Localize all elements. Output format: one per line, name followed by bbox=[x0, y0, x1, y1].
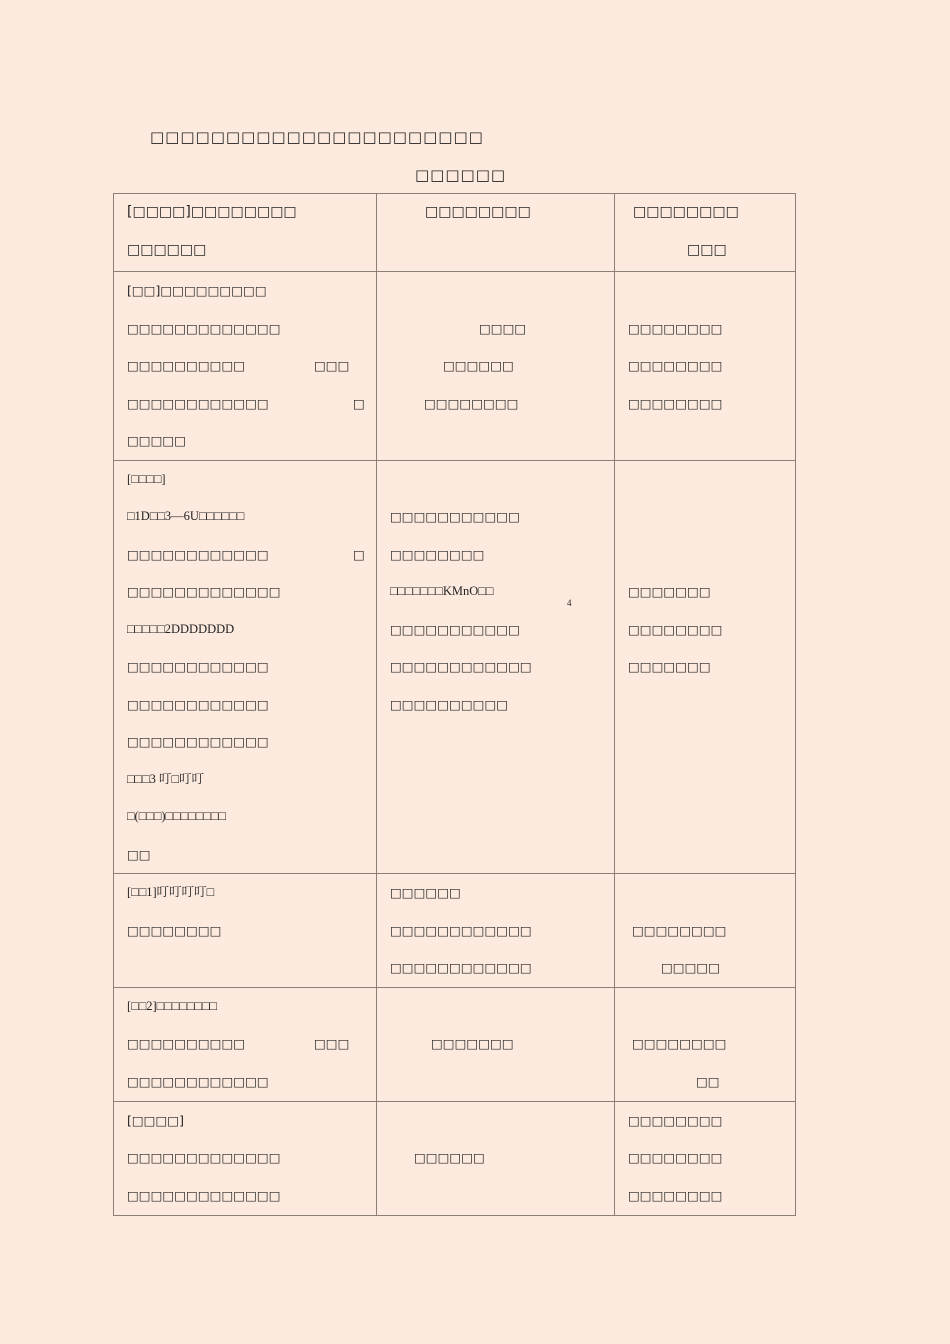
row1-c1-text: □□□□□□□□□□ bbox=[127, 358, 246, 373]
row4-c1-tail: □□□ bbox=[314, 1036, 350, 1051]
row2-c2-line: □□□□□□□□□□ bbox=[390, 696, 509, 712]
row2-c3-line bbox=[615, 536, 795, 574]
row2-c2-text: □□□□□□□KMnO□□ bbox=[390, 584, 494, 598]
row2-cell-1 bbox=[114, 460, 377, 874]
row2-cell-2 bbox=[377, 460, 615, 874]
row5-c1-line: □□□□□□□□□□□□□ bbox=[127, 1187, 281, 1203]
row2-cell-3 bbox=[615, 460, 796, 874]
row1-c2-line: □□□□□□□□ bbox=[424, 395, 519, 411]
table-row bbox=[114, 987, 796, 1101]
row5-c3-line: □□□□□□□□ bbox=[628, 1187, 723, 1203]
row1-c1-text: □□□□□□□□□□□□ bbox=[127, 395, 269, 411]
row5-c3-line: □□□□□□□□ bbox=[628, 1112, 723, 1128]
row2-c2-line bbox=[377, 573, 614, 611]
row4-cell-3 bbox=[615, 987, 796, 1101]
row5-c1-line: [□□□□] bbox=[127, 1112, 184, 1128]
row5-c1-line: □□□□□□□□□□□□□ bbox=[127, 1150, 281, 1165]
row2-c2-line bbox=[377, 461, 614, 499]
row3-c3-line bbox=[615, 874, 795, 912]
row1-cell-2 bbox=[377, 272, 615, 461]
row4-c1-line bbox=[114, 1025, 376, 1063]
row2-c2-line: □□□□□□□□□□□□ bbox=[390, 659, 532, 674]
row4-c3-line bbox=[615, 988, 795, 1026]
row2-c2-line: □□□□□□□□□□□ bbox=[390, 509, 520, 524]
row1-c1-line bbox=[114, 347, 376, 385]
table-row bbox=[114, 874, 796, 988]
row2-c1-line: □□□3 叮□叮叮 bbox=[127, 771, 205, 786]
row1-c3-line bbox=[615, 272, 795, 310]
row2-c3-line: □□□□□□□ bbox=[628, 584, 711, 599]
content-table bbox=[113, 193, 796, 1216]
row3-cell-2 bbox=[377, 874, 615, 988]
row2-c3-line bbox=[615, 498, 795, 536]
row4-c1-line: [□□2]□□□□□□□□ bbox=[127, 998, 218, 1013]
row1-c2-line bbox=[377, 272, 614, 310]
row3-cell-1 bbox=[114, 874, 377, 988]
row1-c3-line: □□□□□□□□ bbox=[628, 320, 723, 336]
row3-c2-line: □□□□□□□□□□□□ bbox=[390, 960, 532, 975]
row2-c1-line bbox=[114, 536, 376, 574]
row2-c1-line: □□□□□□□□□□□□ bbox=[127, 734, 269, 749]
header-cell-1 bbox=[114, 194, 377, 272]
row1-c1-line: □□□□□ bbox=[127, 433, 187, 448]
row1-c1-line: [□□]□□□□□□□□□ bbox=[127, 283, 267, 298]
subscript-4: 4 bbox=[567, 598, 572, 608]
row2-c1-tail: □ bbox=[353, 546, 365, 562]
table-row bbox=[114, 1101, 796, 1215]
row3-c3-line: □□□□□□□□ bbox=[632, 922, 727, 938]
header-cell-2 bbox=[377, 194, 615, 272]
row4-c3-line: □□□□□□□□ bbox=[632, 1036, 727, 1051]
row5-cell-3 bbox=[615, 1101, 796, 1215]
row1-c1-tail: □□□ bbox=[314, 358, 350, 373]
header-col3-line2: □□□ bbox=[687, 241, 727, 258]
row1-c3-line: □□□□□□□□ bbox=[628, 395, 723, 411]
header-col3-line1: □□□□□□□□ bbox=[633, 204, 739, 220]
row1-c2-line: □□□□□□ bbox=[443, 358, 514, 373]
row2-c3-line: □□□□□□□ bbox=[628, 659, 711, 674]
row1-cell-1 bbox=[114, 272, 377, 461]
row2-c2-line: □□□□□□□□□□□ bbox=[390, 621, 520, 637]
row1-c2-line: □□□□ bbox=[479, 320, 527, 336]
row1-c1-line: □□□□□□□□□□□□□ bbox=[127, 320, 281, 336]
row2-c1-line: □1D□□3—6U□□□□□□ bbox=[127, 509, 245, 523]
table-row bbox=[114, 272, 796, 461]
row5-c2-line: □□□□□□ bbox=[414, 1150, 485, 1165]
header-col1-line2: □□□□□□ bbox=[127, 241, 207, 258]
row2-c1-line: □□□□□□□□□□□□ bbox=[127, 659, 269, 674]
row3-c1-line: □□□□□□□□ bbox=[127, 922, 222, 938]
row3-c3-line: □□□□□ bbox=[661, 960, 721, 975]
row5-cell-1 bbox=[114, 1101, 377, 1215]
table-header-row bbox=[114, 194, 796, 272]
row3-c2-line: □□□□□□□□□□□□ bbox=[390, 922, 532, 938]
header-cell-3 bbox=[615, 194, 796, 272]
row4-c1-text: □□□□□□□□□□ bbox=[127, 1036, 246, 1051]
row1-c1-line bbox=[114, 385, 376, 423]
row1-c1-tail: □ bbox=[353, 395, 365, 411]
row3-c2-line: □□□□□□ bbox=[390, 885, 461, 900]
row2-c1-text: □□□□□□□□□□□□ bbox=[127, 546, 269, 562]
row3-cell-3 bbox=[615, 874, 796, 988]
row5-c2-line bbox=[377, 1102, 614, 1140]
row2-c3-line bbox=[615, 461, 795, 499]
document-subtitle: □□□□□□ bbox=[415, 166, 507, 184]
row1-cell-3 bbox=[615, 272, 796, 461]
header-col2: □□□□□□□□ bbox=[425, 204, 531, 220]
row2-c1-line: □□□□□□□□□□□□□ bbox=[127, 584, 281, 599]
row1-c3-line: □□□□□□□□ bbox=[628, 358, 723, 373]
row2-c1-line: □□□□□2DDDDDDD bbox=[127, 621, 235, 636]
row2-c1-line: □(□□□)□□□□□□□□ bbox=[127, 809, 226, 823]
row4-cell-1 bbox=[114, 987, 377, 1101]
document-title: □□□□□□□□□□□□□□□□□□□□□□ bbox=[150, 128, 484, 146]
row2-c1-line: [□□□□] bbox=[127, 471, 166, 486]
row2-c3-line: □□□□□□□□ bbox=[628, 621, 723, 637]
header-col1-line1: [□□□□]□□□□□□□□ bbox=[127, 204, 297, 220]
row2-c1-line: □□□□□□□□□□□□ bbox=[127, 696, 269, 712]
row4-c1-line: □□□□□□□□□□□□ bbox=[127, 1073, 269, 1089]
row5-cell-2 bbox=[377, 1101, 615, 1215]
row4-c2-line: □□□□□□□ bbox=[431, 1036, 514, 1051]
table-row bbox=[114, 460, 796, 874]
row4-c3-line: □□ bbox=[696, 1073, 720, 1089]
row2-c2-line: □□□□□□□□ bbox=[390, 546, 485, 562]
row5-c3-line: □□□□□□□□ bbox=[628, 1150, 723, 1165]
row4-cell-2 bbox=[377, 987, 615, 1101]
row4-c2-line bbox=[377, 988, 614, 1026]
row3-c1-line: [□□1]叮叮叮叮□ bbox=[127, 885, 215, 899]
row2-c1-line: □□ bbox=[127, 846, 151, 862]
